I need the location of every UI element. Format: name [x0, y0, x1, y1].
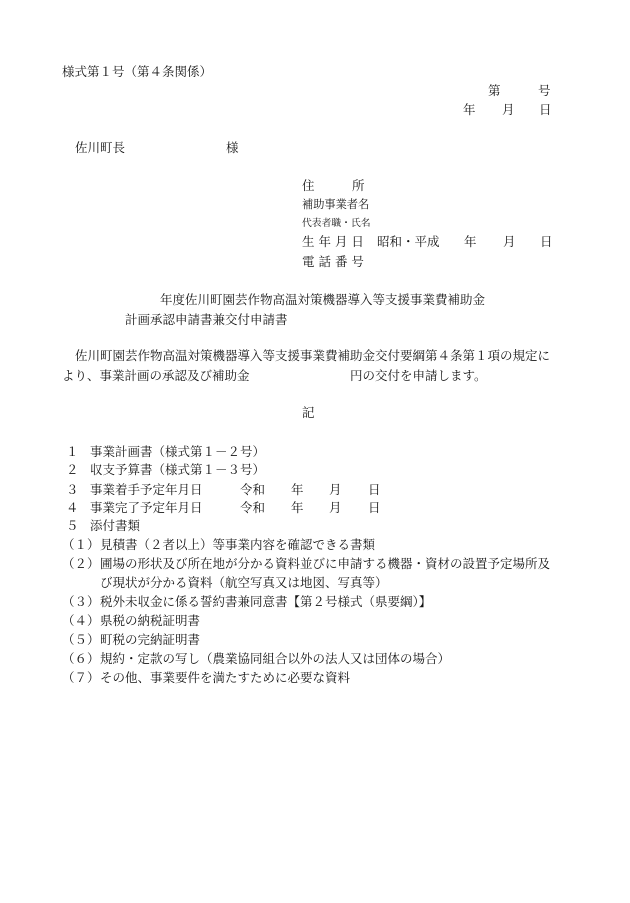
item-text: 収支予算書（様式第１－３号） — [90, 462, 266, 477]
item-text: 事業着手予定年月日 — [90, 482, 203, 497]
birthdate-day-label: 日 — [540, 234, 553, 249]
item-number: １ — [66, 444, 79, 459]
attachment-text: その他、事業要件を満たすために必要な資料 — [100, 670, 351, 685]
item-number: ４ — [66, 500, 79, 515]
start-date-era: 令和 — [240, 482, 266, 497]
item-number: ５ — [66, 518, 79, 533]
attachment-text: 県税の納税証明書 — [100, 613, 201, 628]
doc-number-prefix: 第 — [488, 83, 501, 98]
phone-label: 電 話 番 号 — [302, 254, 364, 269]
doc-number-suffix: 号 — [538, 83, 551, 98]
attachment-marker: （６） — [62, 651, 100, 666]
start-date-year-label: 年 — [291, 482, 304, 497]
item-number: ３ — [66, 482, 79, 497]
addressee-honorific: 様 — [226, 140, 239, 155]
attachment-text: 見積書（２者以上）等事業内容を確認できる書類 — [100, 537, 376, 552]
ki-heading: 記 — [302, 405, 315, 420]
end-date-day-label: 日 — [368, 500, 381, 515]
end-date-era: 令和 — [240, 500, 266, 515]
attachment-marker: （４） — [62, 613, 100, 628]
birthdate-label: 生 年 月 日 — [302, 234, 364, 249]
document-title-line1: 年度佐川町園芸作物高温対策機器導入等支援事業費補助金 — [160, 292, 486, 307]
body-line1: 佐川町園芸作物高温対策機器導入等支援事業費補助金交付要綱第４条第１項の規定に — [75, 348, 551, 363]
attachment-marker: （７） — [62, 670, 100, 685]
attachment-marker: （５） — [62, 632, 100, 647]
end-date-year-label: 年 — [291, 500, 304, 515]
birthdate-year-label: 年 — [464, 234, 477, 249]
address-label: 住 所 — [302, 178, 365, 193]
birthdate-era: 昭和・平成 — [377, 234, 440, 249]
item-text: 添付書類 — [90, 518, 141, 533]
representative-label: 代表者職・氏名 — [302, 218, 371, 229]
body-line2-before: より、事業計画の承認及び補助金 — [62, 368, 250, 383]
date-year-label: 年 — [463, 102, 476, 117]
item-text: 事業完了予定年月日 — [90, 500, 203, 515]
attachment-text: 規約・定款の写し（農業協同組合以外の法人又は団体の場合） — [100, 651, 451, 666]
start-date-month-label: 月 — [329, 482, 342, 497]
date-day-label: 日 — [539, 102, 552, 117]
document-title-line2: 計画承認申請書兼交付申請書 — [125, 312, 288, 327]
item-text: 事業計画書（様式第１－２号） — [90, 444, 266, 459]
attachment-text: 町税の完納証明書 — [100, 632, 201, 647]
birthdate-month-label: 月 — [503, 234, 516, 249]
business-name-label: 補助事業者名 — [302, 198, 370, 211]
item-number: ２ — [66, 462, 79, 477]
date-month-label: 月 — [502, 102, 515, 117]
addressee-name: 佐川町長 — [75, 140, 126, 155]
attachment-text-continuation: び現状が分かる資料（航空写真又は地図、写真等） — [100, 575, 388, 590]
attachment-text: 税外未収金に係る誓約書兼同意書【第２号様式（県要綱）】 — [100, 594, 432, 609]
attachment-marker: （１） — [62, 537, 100, 552]
body-line2-after: 円の交付を申請します。 — [350, 368, 487, 383]
attachment-marker: （３） — [62, 594, 100, 609]
attachment-text: 圃場の形状及び所在地が分かる資料並びに申請する機器・資材の設置予定場所及 — [100, 556, 551, 571]
end-date-month-label: 月 — [329, 500, 342, 515]
form-number: 様式第１号（第４条関係） — [62, 64, 213, 79]
start-date-day-label: 日 — [368, 482, 381, 497]
attachment-marker: （２） — [62, 556, 100, 571]
